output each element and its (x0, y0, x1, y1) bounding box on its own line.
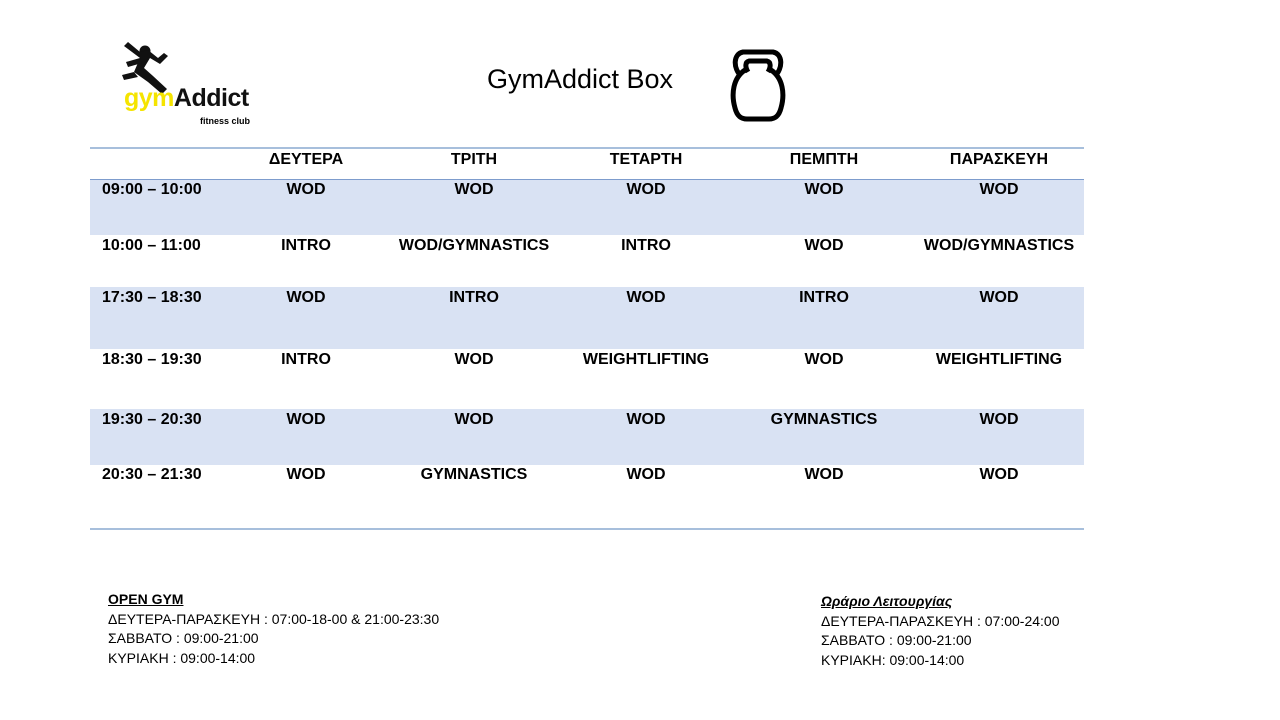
table-row (90, 409, 1084, 465)
time-slot: 09:00 – 10:00 (102, 181, 202, 198)
class-cell: WOD (979, 181, 1019, 198)
class-cell: INTRO (281, 351, 331, 368)
class-cell: WOD (454, 181, 494, 198)
class-cell: WOD (454, 351, 494, 368)
class-cell: GYMNASTICS (770, 411, 878, 428)
header-wednesday: ΤΕΤΑΡΤΗ (609, 151, 683, 168)
class-cell: WOD/GYMNASTICS (923, 237, 1075, 254)
header-tuesday: ΤΡΙΤΗ (450, 151, 498, 168)
class-cell: WOD (979, 466, 1019, 483)
gymaddict-logo (120, 42, 270, 132)
logo-gym-text: gym (124, 84, 174, 112)
class-cell: WOD (626, 466, 666, 483)
time-slot: 19:30 – 20:30 (102, 411, 202, 428)
table-row (90, 465, 1084, 528)
class-cell: WOD (804, 466, 844, 483)
table-row (90, 180, 1084, 235)
opening-hours-line-saturday: ΣΑΒΒΑΤΟ : 09:00-21:00 (821, 632, 972, 648)
time-slot: 10:00 – 11:00 (102, 237, 201, 254)
class-cell: GYMNASTICS (420, 466, 528, 483)
table-bottom-border (90, 528, 1084, 530)
class-cell: WEIGHTLIFTING (582, 351, 710, 368)
class-cell: WOD (286, 411, 326, 428)
open-gym-heading: OPEN GYM (108, 591, 184, 607)
open-gym-line-saturday: ΣΑΒΒΑΤΟ : 09:00-21:00 (108, 630, 259, 646)
class-cell: WOD (286, 466, 326, 483)
class-cell: WEIGHTLIFTING (935, 351, 1063, 368)
class-cell: WOD (804, 237, 844, 254)
class-cell: WOD (626, 411, 666, 428)
logo-subtitle: fitness club (200, 116, 251, 126)
open-gym-line-sunday: ΚΥΡΙΑΚΗ : 09:00-14:00 (108, 649, 256, 666)
time-slot: 17:30 – 18:30 (102, 289, 202, 306)
kettlebell-icon (727, 48, 789, 124)
class-cell: WOD (804, 351, 844, 368)
logo-wordmark (124, 84, 249, 113)
open-gym-info (108, 590, 439, 668)
table-row (90, 287, 1084, 349)
opening-hours-line-weekdays: ΔΕΥΤΕΡΑ-ΠΑΡΑΣΚΕΥΗ : 07:00-24:00 (821, 612, 1060, 629)
table-row (90, 235, 1084, 287)
header-monday: ΔΕΥΤΕΡΑ (268, 151, 344, 168)
logo-addict-text: Addict (173, 84, 249, 112)
table-header-row (90, 147, 1084, 179)
open-gym-line-weekdays: ΔΕΥΤΕΡΑ-ΠΑΡΑΣΚΕΥΗ : 07:00-18-00 & 21:00-23:30 (108, 610, 440, 627)
time-slot: 20:30 – 21:30 (102, 466, 202, 483)
header-friday: ΠΑΡΑΣΚΕΥΗ (949, 151, 1049, 168)
class-cell: WOD/GYMNASTICS (398, 237, 550, 254)
time-slot: 18:30 – 19:30 (102, 351, 202, 368)
header-thursday: ΠΕΜΠΤΗ (789, 151, 859, 168)
class-cell: WOD (454, 411, 494, 428)
class-cell: WOD (979, 289, 1019, 306)
class-cell: WOD (626, 181, 666, 198)
table-row (90, 349, 1084, 409)
class-cell: WOD (804, 181, 844, 198)
class-cell: INTRO (621, 237, 671, 254)
class-cell: WOD (286, 181, 326, 198)
class-cell: WOD (979, 411, 1019, 428)
class-cell: WOD (626, 289, 666, 306)
page-title: GymAddict Box (487, 64, 674, 94)
class-cell: INTRO (799, 289, 849, 306)
opening-hours-info (821, 592, 1059, 670)
opening-hours-heading: Ωράριο Λειτουργίας (821, 593, 953, 609)
class-cell: INTRO (281, 237, 331, 254)
opening-hours-line-sunday: ΚΥΡΙΑΚΗ: 09:00-14:00 (821, 651, 965, 668)
class-cell: INTRO (449, 289, 499, 306)
class-cell: WOD (286, 289, 326, 306)
